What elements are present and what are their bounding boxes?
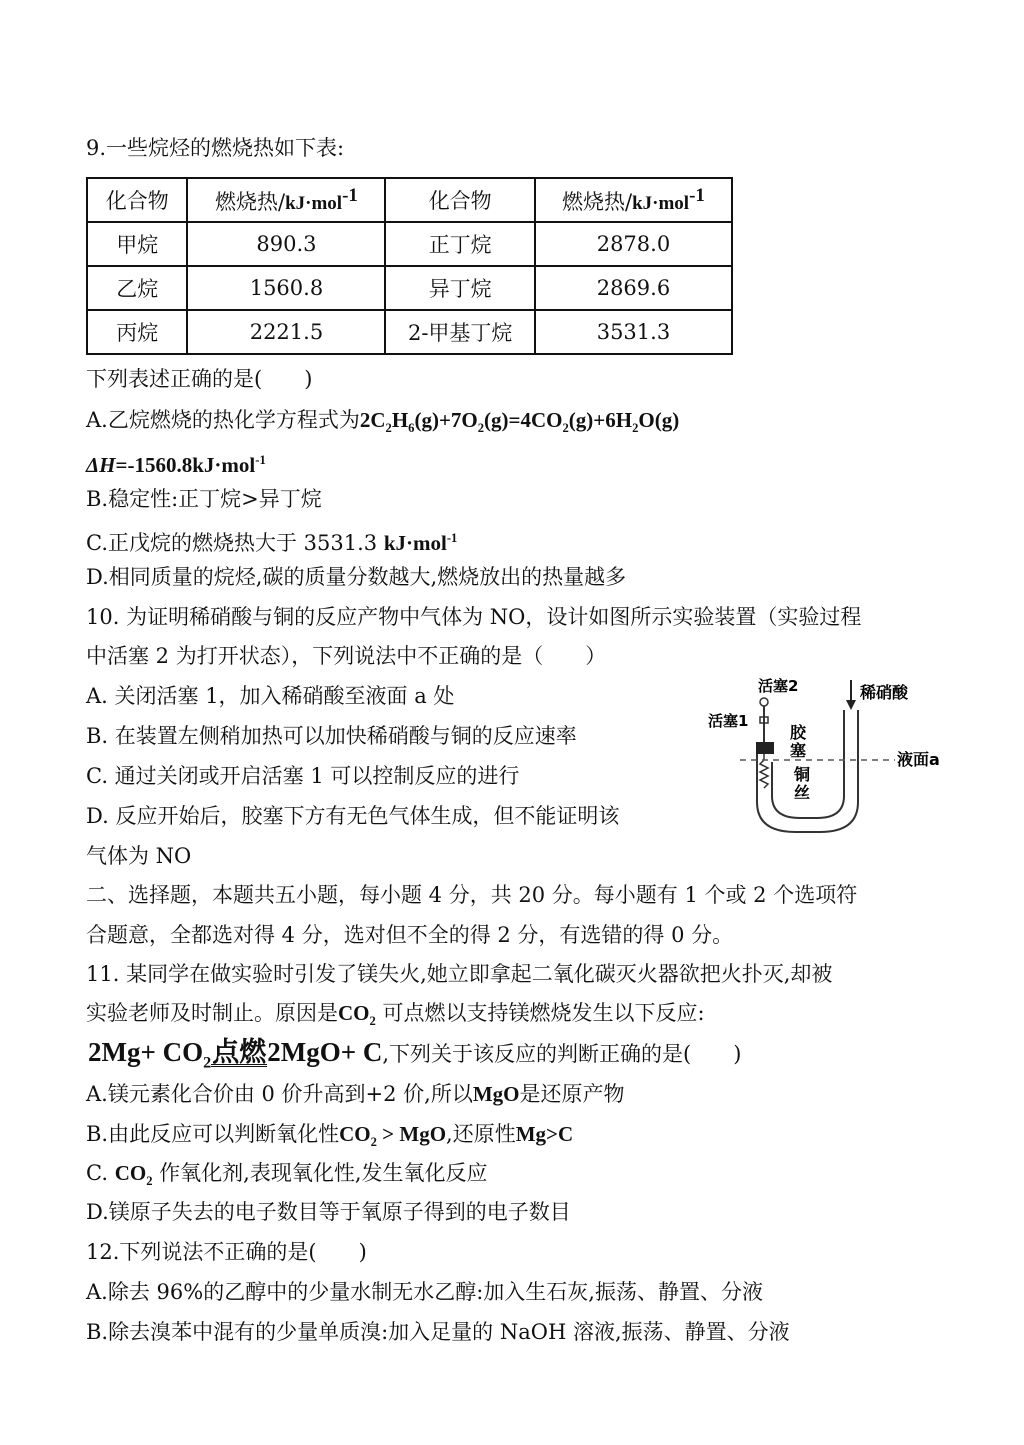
label-liquid-level: 液面a: [897, 750, 940, 769]
table-cell: 2221.5: [187, 310, 385, 354]
header-heat-1: 燃烧热/kJ·mol$^{-1}$: [187, 178, 385, 222]
section-2-line2: 合题意，全都选对得 4 分，选对但不全的得 2 分，有选错的得 0 分。: [86, 923, 734, 947]
header-heat-2: 燃烧热/kJ·mol$^{-1}$: [535, 178, 732, 222]
table-cell: 2869.6: [535, 266, 732, 310]
q10-stem-line1: 10. 为证明稀硝酸与铜的反应产物中气体为 NO，设计如图所示实验装置（实验过程: [86, 605, 862, 629]
table-row: [87, 222, 732, 266]
q9-option-c: C.正戊烷的燃烧热大于 3531.3 kJ·mol$^{-1}$: [86, 531, 458, 555]
q11-stem-line1: 11. 某同学在做实验时引发了镁失火,她立即拿起二氧化碳灭火器欲把火扑灭,却被: [86, 962, 833, 986]
label-dilute-nitric-acid: 稀硝酸: [860, 683, 909, 702]
q9-stem: 9.一些烷烃的燃烧热如下表:: [86, 136, 345, 160]
table-cell: 2878.0: [535, 222, 732, 266]
label-valve-1: 活塞1: [708, 712, 749, 730]
q12-stem: 12.下列说法不正确的是( ): [86, 1240, 367, 1264]
table-cell: 甲烷: [87, 222, 187, 266]
table-cell: 乙烷: [87, 266, 187, 310]
copper-wire-coil: [760, 754, 768, 788]
q12-option-a: A.除去 96%的乙醇中的少量水制无水乙醇:加入生石灰,振荡、静置、分液: [86, 1280, 763, 1304]
q9-option-a: A.乙烷燃烧的热化学方程式为$2C_2H_6(g)+7O_2(g)=4CO_2(g)+6H_2O(g)$: [86, 408, 680, 436]
table-header-row: [87, 178, 732, 222]
table-row: [87, 266, 732, 310]
table-cell: 正丁烷: [385, 222, 534, 266]
rubber-plug: [756, 742, 774, 754]
label-copper-1: 铜: [794, 765, 811, 784]
q9-option-a-delta-h: ΔH=-1560.8kJ·mol$^{-1}$: [86, 453, 266, 477]
q11-reaction-equation: $2Mg+ CO_2$点燃2MgO+ C: [88, 1037, 383, 1072]
q11-option-a: A.镁元素化合价由 0 价升高到+2 价,所以MgO是还原产物: [86, 1082, 625, 1106]
combustion-heat-table: [86, 177, 733, 355]
valve-2-icon: [760, 698, 768, 706]
table-cell: 2-甲基丁烷: [385, 310, 534, 354]
label-plug-1: 胶: [790, 723, 807, 742]
q11-option-d: D.镁原子失去的电子数目等于氧原子得到的电子数目: [86, 1200, 571, 1224]
q10-stem-line2: 中活塞 2 为打开状态），下列说法中不正确的是（ ）: [86, 644, 607, 668]
apparatus-figure: [700, 672, 945, 844]
q11-stem-line2: 实验老师及时制止。原因是$CO_2$ 可点燃以支持镁燃烧发生以下反应:: [86, 1001, 705, 1029]
q9-option-d: D.相同质量的烷烃,碳的质量分数越大,燃烧放出的热量越多: [86, 565, 627, 589]
q10-option-c: C. 通过关闭或开启活塞 1 可以控制反应的进行: [86, 764, 520, 788]
table-cell: 丙烷: [87, 310, 187, 354]
q11-option-b: B.由此反应可以判断氧化性$CO_2$ > MgO,还原性Mg>C: [86, 1122, 574, 1150]
q9-option-b: B.稳定性:正丁烷>异丁烷: [86, 487, 322, 511]
header-compound-1: 化合物: [87, 178, 187, 222]
table-cell: 异丁烷: [385, 266, 534, 310]
q12-option-b: B.除去溴苯中混有的少量单质溴:加入足量的 NaOH 溶液,振荡、静置、分液: [86, 1320, 790, 1344]
arrow-head-icon: [846, 700, 856, 710]
label-copper-2: 丝: [794, 783, 811, 802]
table-cell: 890.3: [187, 222, 385, 266]
thermochemical-equation: $2C_2H_6(g)+7O_2(g)=4CO_2(g)+6H_2O(g)$: [359, 408, 680, 436]
label-valve-2: 活塞2: [758, 677, 799, 695]
q11-option-c: C. $CO_2$ 作氧化剂,表现氧化性,发生氧化反应: [86, 1161, 488, 1189]
section-2-line1: 二、选择题，本题共五小题，每小题 4 分，共 20 分。每小题有 1 个或 2 个选项符: [86, 883, 858, 907]
header-compound-2: 化合物: [385, 178, 534, 222]
table-cell: 3531.3: [535, 310, 732, 354]
table-row: [87, 310, 732, 354]
table-cell: 1560.8: [187, 266, 385, 310]
q10-option-b: B. 在装置左侧稍加热可以加快稀硝酸与铜的反应速率: [86, 724, 577, 748]
q10-option-d-line1: D. 反应开始后，胶塞下方有无色气体生成，但不能证明该: [86, 804, 620, 828]
q9-question: 下列表述正确的是( ): [86, 367, 313, 391]
q10-option-d-line2: 气体为 NO: [86, 844, 192, 868]
q11-equation-line: $2Mg+ CO_2$点燃2MgO+ C,下列关于该反应的判断正确的是( ): [88, 1037, 742, 1072]
q10-option-a: A. 关闭活塞 1，加入稀硝酸至液面 a 处: [86, 684, 455, 708]
label-plug-2: 塞: [790, 741, 807, 760]
